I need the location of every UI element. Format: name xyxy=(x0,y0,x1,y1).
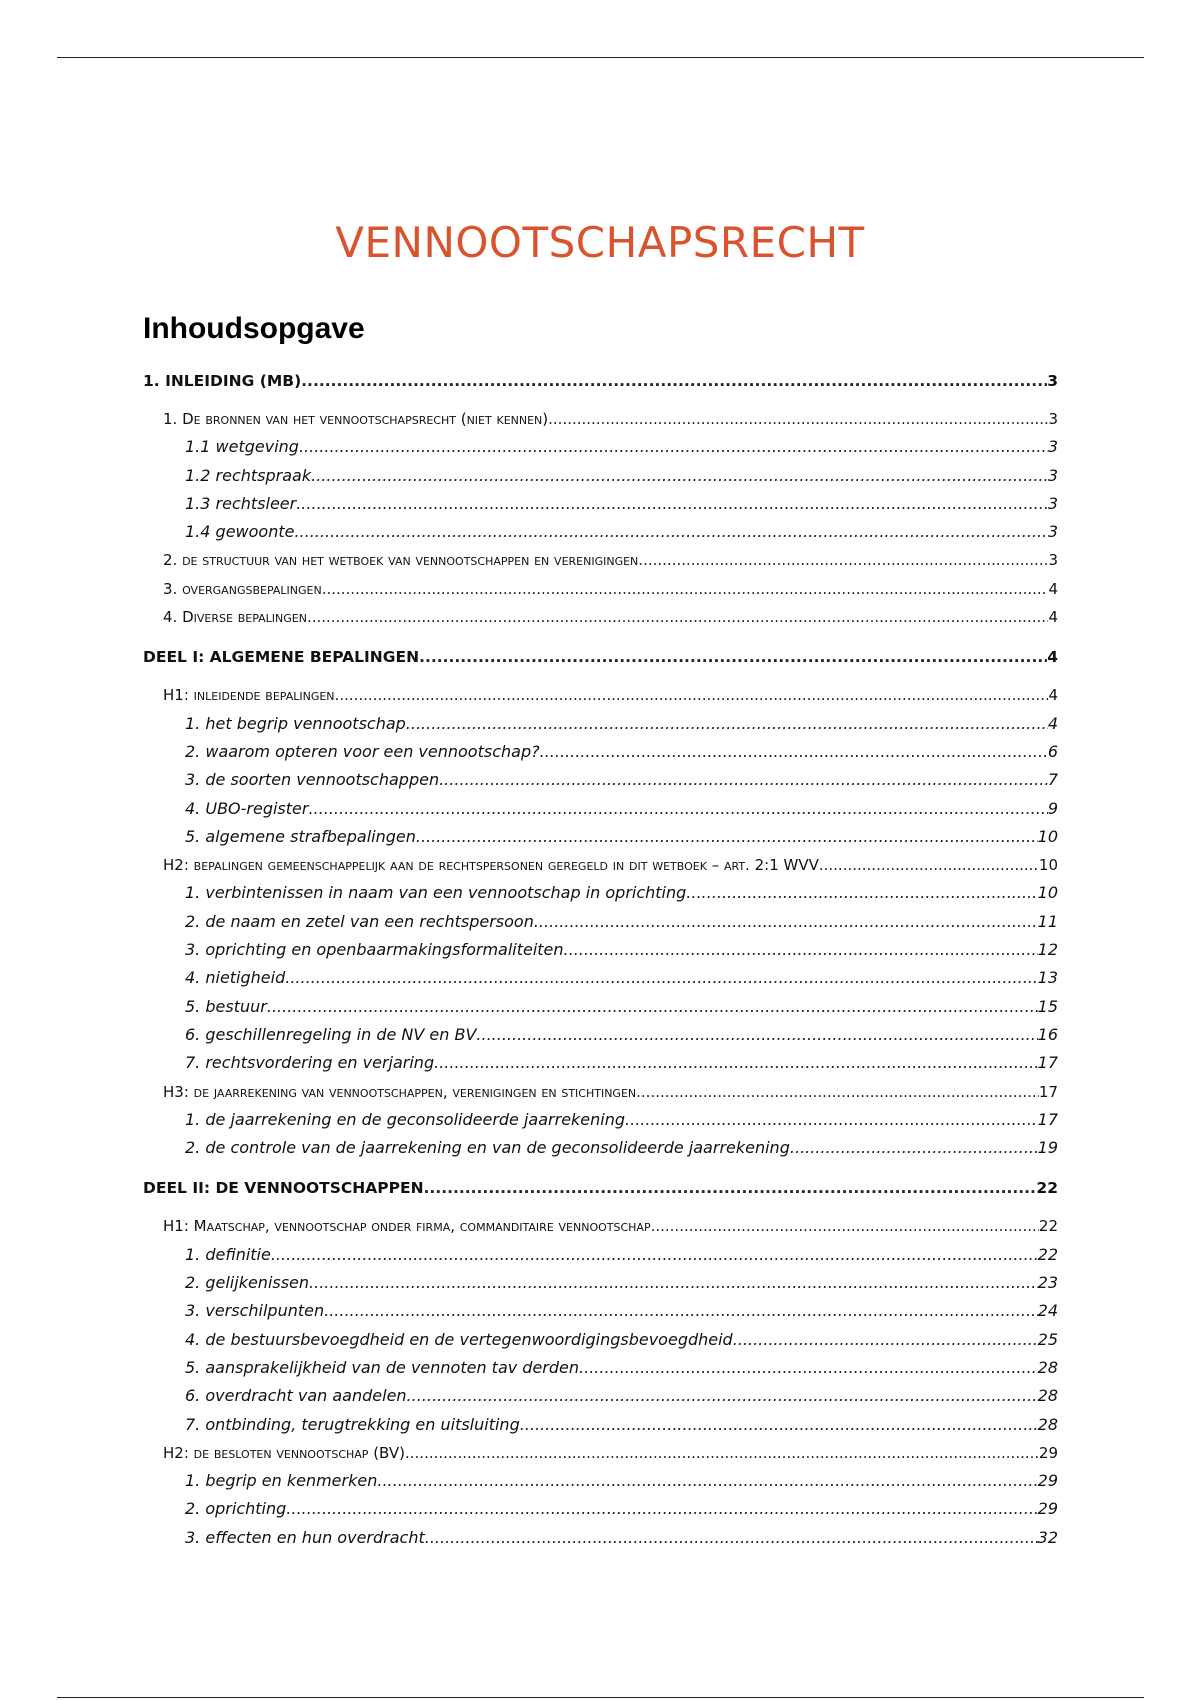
footer-rule xyxy=(57,1697,1144,1698)
toc-leader-dots xyxy=(309,1269,1038,1297)
toc-entry-page-number: 11 xyxy=(1037,911,1058,931)
toc-leader-dots xyxy=(308,795,1047,823)
toc-entry-page-number: 25 xyxy=(1037,1329,1058,1349)
toc-leader-dots xyxy=(299,433,1048,461)
toc-entry-title: 3. verschilpunten xyxy=(185,1301,325,1321)
toc-leader-dots xyxy=(686,879,1037,907)
toc-entry-level-2[interactable] xyxy=(143,405,1058,433)
toc-entry-title: 5. algemene strafbepalingen xyxy=(185,826,416,846)
toc-entry-page-number: 29 xyxy=(1037,1471,1058,1491)
toc-entry-level-2[interactable] xyxy=(143,603,1058,631)
toc-entry-title: 4. de bestuursbevoegdheid en de vertegenwoordigingsbevoegdheid xyxy=(185,1329,733,1349)
toc-entry-title: 1. het begrip vennootschap xyxy=(185,713,406,733)
toc-entry-title: 4. UBO-register xyxy=(185,798,309,818)
toc-entry-page-number: 24 xyxy=(1037,1301,1058,1321)
toc-entry-title: 1. begrip en kenmerken xyxy=(185,1471,378,1491)
toc-heading: Inhoudsopgave xyxy=(143,312,365,345)
toc-entry-level-3[interactable] xyxy=(143,993,1058,1021)
toc-entry-page-number: 29 xyxy=(1037,1499,1058,1519)
toc-entry-level-3[interactable] xyxy=(143,1106,1058,1134)
toc-leader-dots xyxy=(419,642,1047,672)
toc-entry-title: 3. de soorten vennootschappen xyxy=(185,770,440,790)
toc-leader-dots xyxy=(548,405,1048,433)
toc-entry-page-number: 3 xyxy=(1048,551,1058,570)
toc-entry-level-3[interactable] xyxy=(143,462,1058,490)
toc-entry-page-number: 3 xyxy=(1047,465,1058,485)
toc-leader-dots xyxy=(311,462,1048,490)
toc-entry-page-number: 3 xyxy=(1047,493,1058,513)
toc-entry-level-3[interactable] xyxy=(143,1049,1058,1077)
toc-entry-page-number: 28 xyxy=(1037,1414,1058,1434)
toc-entry-title: H2: de besloten vennootschap (BV) xyxy=(163,1443,405,1462)
toc-leader-dots xyxy=(286,1495,1037,1523)
toc-entry-level-2[interactable] xyxy=(143,575,1058,603)
toc-entry-title: 1.3 rechtsleer xyxy=(185,493,297,513)
toc-entry-title: H2: bepalingen gemeenschappelijk aan de rechtspersonen geregeld in dit wetboek – art. 2:1 WVV xyxy=(163,856,819,875)
toc-leader-dots xyxy=(636,1078,1039,1106)
toc-leader-dots xyxy=(267,993,1038,1021)
toc-entry-level-3[interactable] xyxy=(143,964,1058,992)
toc-entry-level-1[interactable] xyxy=(143,631,1058,672)
toc-entry-title: 2. gelijkenissen xyxy=(185,1273,310,1293)
toc-entry-level-2[interactable] xyxy=(143,1439,1058,1467)
toc-entry-page-number: 28 xyxy=(1037,1386,1058,1406)
toc-entry-title: 6. geschillenregeling in de NV en BV xyxy=(185,1024,477,1044)
toc-leader-dots xyxy=(324,1297,1038,1325)
document-title: VENNOOTSCHAPSRECHT xyxy=(335,218,865,267)
toc-leader-dots xyxy=(424,1173,1037,1203)
toc-entry-page-number: 3 xyxy=(1047,372,1058,390)
toc-entry-title: 2. de structuur van het wetboek van vennootschappen en verenigingen xyxy=(163,551,639,570)
toc-entry-title: DEEL II: DE VENNOOTSCHAPPEN xyxy=(143,1179,424,1198)
toc-entry-level-3[interactable] xyxy=(143,1241,1058,1269)
toc-entry-title: 1. INLEIDING (MB) xyxy=(143,372,302,390)
toc-entry-page-number: 6 xyxy=(1047,741,1058,761)
toc-leader-dots xyxy=(285,964,1037,992)
toc-entry-page-number: 17 xyxy=(1037,1053,1058,1073)
toc-leader-dots xyxy=(416,823,1038,851)
toc-entry-title: H3: de jaarrekening van vennootschappen, verenigingen en stichtingen xyxy=(163,1082,637,1101)
toc-entry-title: 1. definitie xyxy=(185,1244,271,1264)
toc-entry-level-2[interactable] xyxy=(143,546,1058,574)
toc-entry-level-2[interactable] xyxy=(143,1212,1058,1240)
toc-entry-page-number: 23 xyxy=(1037,1273,1058,1293)
toc-entry-level-3[interactable] xyxy=(143,490,1058,518)
toc-entry-level-3[interactable] xyxy=(143,433,1058,461)
toc-entry-title: 3. effecten en hun overdracht xyxy=(185,1527,425,1547)
toc-entry-level-3[interactable] xyxy=(143,1021,1058,1049)
toc-entry-title: 1. verbintenissen in naam van een vennootschap in oprichting xyxy=(185,883,687,903)
toc-entry-page-number: 7 xyxy=(1047,770,1058,790)
toc-entry-title: 1.2 rechtspraak xyxy=(185,465,312,485)
toc-entry-level-3[interactable] xyxy=(143,823,1058,851)
toc-entry-level-2[interactable] xyxy=(143,851,1058,879)
toc-entry-level-2[interactable] xyxy=(143,681,1058,709)
toc-entry-title: 2. waarom opteren voor een vennootschap? xyxy=(185,741,540,761)
toc-entry-page-number: 4 xyxy=(1047,713,1058,733)
toc-entry-title: 1. de jaarrekening en de geconsolideerde jaarrekening xyxy=(185,1109,626,1129)
toc-entry-level-3[interactable] xyxy=(143,518,1058,546)
table-of-contents xyxy=(143,366,1058,1552)
toc-leader-dots xyxy=(625,1106,1038,1134)
toc-entry-title: 5. bestuur xyxy=(185,996,267,1016)
toc-leader-dots xyxy=(294,518,1047,546)
toc-entry-title: 3. oprichting en openbaarmakingsformaliteiten xyxy=(185,940,564,960)
toc-leader-dots xyxy=(425,1524,1038,1552)
toc-entry-title: 3. overgangsbepalingen xyxy=(163,579,322,598)
toc-leader-dots xyxy=(790,1134,1038,1162)
toc-entry-title: H1: inleidende bepalingen xyxy=(163,686,335,705)
toc-leader-dots xyxy=(476,1021,1037,1049)
toc-entry-page-number: 4 xyxy=(1048,608,1058,627)
toc-entry-page-number: 10 xyxy=(1037,826,1058,846)
toc-entry-title: DEEL I: ALGEMENE BEPALINGEN xyxy=(143,648,420,667)
toc-leader-dots xyxy=(439,766,1048,794)
toc-entry-level-3[interactable] xyxy=(143,908,1058,936)
toc-entry-level-2[interactable] xyxy=(143,1078,1058,1106)
toc-leader-dots xyxy=(733,1326,1038,1354)
toc-entry-page-number: 3 xyxy=(1048,410,1058,428)
toc-entry-level-3[interactable] xyxy=(143,1297,1058,1325)
toc-leader-dots xyxy=(307,603,1049,631)
toc-entry-title: 7. rechtsvordering en verjaring xyxy=(185,1053,435,1073)
toc-leader-dots xyxy=(819,851,1039,879)
toc-entry-title: 1. De bronnen van het vennootschapsrecht (niet kennen) xyxy=(163,410,549,428)
toc-leader-dots xyxy=(335,681,1049,709)
toc-entry-level-3[interactable] xyxy=(143,1354,1058,1382)
toc-leader-dots xyxy=(579,1354,1038,1382)
toc-leader-dots xyxy=(301,366,1047,396)
toc-entry-level-3[interactable] xyxy=(143,795,1058,823)
toc-leader-dots xyxy=(638,546,1048,574)
toc-leader-dots xyxy=(271,1241,1038,1269)
toc-entry-page-number: 13 xyxy=(1037,968,1058,988)
toc-entry-page-number: 10 xyxy=(1038,856,1058,875)
toc-entry-page-number: 32 xyxy=(1037,1527,1058,1547)
toc-entry-page-number: 3 xyxy=(1047,522,1058,542)
toc-leader-dots xyxy=(407,1382,1038,1410)
toc-entry-level-3[interactable] xyxy=(143,1495,1058,1523)
toc-leader-dots xyxy=(296,490,1048,518)
header-rule xyxy=(57,57,1144,58)
toc-entry-title: 7. ontbinding, terugtrekking en uitsluiting xyxy=(185,1414,520,1434)
toc-entry-page-number: 28 xyxy=(1037,1357,1058,1377)
toc-entry-page-number: 17 xyxy=(1037,1109,1058,1129)
toc-entry-level-3[interactable] xyxy=(143,710,1058,738)
toc-entry-level-3[interactable] xyxy=(143,1269,1058,1297)
toc-entry-title: 6. overdracht van aandelen xyxy=(185,1386,407,1406)
toc-entry-level-1[interactable] xyxy=(143,1162,1058,1203)
toc-leader-dots xyxy=(434,1049,1038,1077)
toc-entry-title: 2. oprichting xyxy=(185,1499,287,1519)
toc-entry-title: 1.4 gewoonte xyxy=(185,522,295,542)
toc-leader-dots xyxy=(405,1439,1039,1467)
toc-entry-page-number: 17 xyxy=(1038,1082,1058,1101)
toc-entry-level-3[interactable] xyxy=(143,879,1058,907)
toc-leader-dots xyxy=(540,738,1048,766)
toc-entry-title: 2. de naam en zetel van een rechtspersoon xyxy=(185,911,534,931)
toc-entry-title: 4. nietigheid xyxy=(185,968,286,988)
toc-entry-level-3[interactable] xyxy=(143,1134,1058,1162)
toc-entry-level-3[interactable] xyxy=(143,1382,1058,1410)
toc-leader-dots xyxy=(322,575,1049,603)
toc-leader-dots xyxy=(564,936,1038,964)
toc-entry-level-1[interactable] xyxy=(143,366,1058,396)
toc-entry-page-number: 22 xyxy=(1036,1179,1058,1198)
toc-entry-page-number: 29 xyxy=(1038,1443,1058,1462)
toc-entry-title: 4. Diverse bepalingen xyxy=(163,608,307,627)
toc-leader-dots xyxy=(377,1467,1037,1495)
toc-leader-dots xyxy=(406,710,1048,738)
toc-entry-title: 5. aansprakelijkheid van de vennoten tav derden xyxy=(185,1357,580,1377)
toc-entry-level-3[interactable] xyxy=(143,936,1058,964)
toc-entry-title: 1.1 wetgeving xyxy=(185,437,299,457)
toc-leader-dots xyxy=(520,1411,1038,1439)
toc-entry-page-number: 22 xyxy=(1038,1217,1058,1236)
toc-entry-page-number: 4 xyxy=(1047,648,1058,667)
toc-entry-level-3[interactable] xyxy=(143,1467,1058,1495)
toc-leader-dots xyxy=(534,908,1038,936)
toc-entry-page-number: 4 xyxy=(1048,579,1058,598)
toc-entry-page-number: 12 xyxy=(1037,940,1058,960)
toc-entry-page-number: 4 xyxy=(1048,686,1058,705)
toc-entry-level-3[interactable] xyxy=(143,1326,1058,1354)
toc-entry-page-number: 16 xyxy=(1037,1024,1058,1044)
toc-entry-title: 2. de controle van de jaarrekening en van de geconsolideerde jaarrekening xyxy=(185,1138,790,1158)
toc-entry-page-number: 22 xyxy=(1037,1244,1058,1264)
toc-leader-dots xyxy=(651,1212,1039,1240)
toc-entry-level-3[interactable] xyxy=(143,1411,1058,1439)
toc-entry-page-number: 10 xyxy=(1037,883,1058,903)
toc-entry-level-3[interactable] xyxy=(143,1524,1058,1552)
toc-entry-page-number: 9 xyxy=(1047,798,1058,818)
toc-entry-page-number: 19 xyxy=(1037,1138,1058,1158)
toc-entry-title: H1: Maatschap, vennootschap onder firma, commanditaire vennootschap xyxy=(163,1217,651,1236)
toc-entry-level-3[interactable] xyxy=(143,738,1058,766)
toc-entry-page-number: 3 xyxy=(1047,437,1058,457)
toc-entry-level-3[interactable] xyxy=(143,766,1058,794)
toc-entry-page-number: 15 xyxy=(1037,996,1058,1016)
